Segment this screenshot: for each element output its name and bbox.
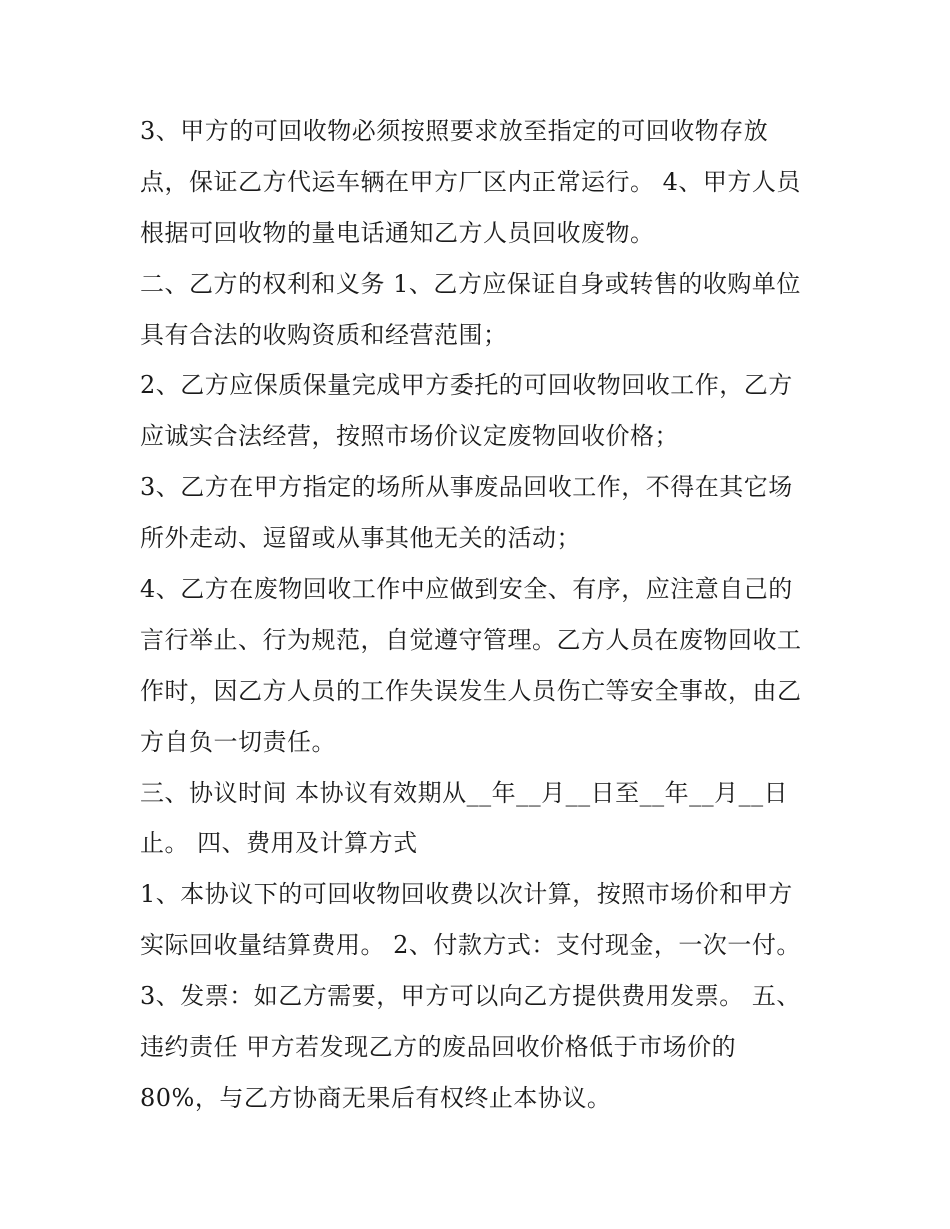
text-line: 方自负一切责任。: [140, 727, 336, 756]
text-line: 3、发票：如乙方需要，甲方可以向乙方提供费用发票。 五、: [140, 982, 801, 1011]
text-line: 三、协议时间 本协议有效期从__年__月__日至__年__月__日: [140, 778, 789, 807]
document-body: [140, 106, 840, 1124]
text-line: 具有合法的收购资质和经营范围；: [140, 320, 508, 349]
text-line: 实际回收量结算费用。 2、付款方式：支付现金，一次一付。: [140, 931, 801, 960]
text-line: 点，保证乙方代运车辆在甲方厂区内正常运行。 4、甲方人员: [140, 167, 801, 196]
text-line: 1、本协议下的可回收物回收费以次计算，按照市场价和甲方: [140, 880, 793, 909]
text-line: 作时，因乙方人员的工作失误发生人员伤亡等安全事故，由乙: [140, 676, 802, 705]
text-line: 80%，与乙方协商无果后有权终止本协议。: [140, 1083, 612, 1112]
text-line: 根据可回收物的量电话通知乙方人员回收废物。: [140, 218, 655, 247]
text-line: 3、甲方的可回收物必须按照要求放至指定的可回收物存放: [140, 117, 769, 145]
text-line: 止。 四、费用及计算方式: [140, 829, 418, 858]
text-line: 3、乙方在甲方指定的场所从事废品回收工作，不得在其它场: [140, 473, 793, 502]
text-line: 应诚实合法经营，按照市场价议定废物回收价格；: [140, 422, 679, 451]
text-line: 2、乙方应保质保量完成甲方委托的可回收物回收工作，乙方: [140, 371, 793, 400]
text-line: 所外走动、逗留或从事其他无关的活动；: [140, 524, 581, 553]
text-line: 4、乙方在废物回收工作中应做到安全、有序，应注意自己的: [140, 575, 793, 604]
text-line: 言行举止、行为规范，自觉遵守管理。乙方人员在废物回收工: [140, 625, 802, 654]
text-line: 违约责任 甲方若发现乙方的废品回收价格低于市场价的: [140, 1033, 737, 1062]
text-line: 二、乙方的权利和义务 1、乙方应保证自身或转售的收购单位: [140, 269, 801, 298]
